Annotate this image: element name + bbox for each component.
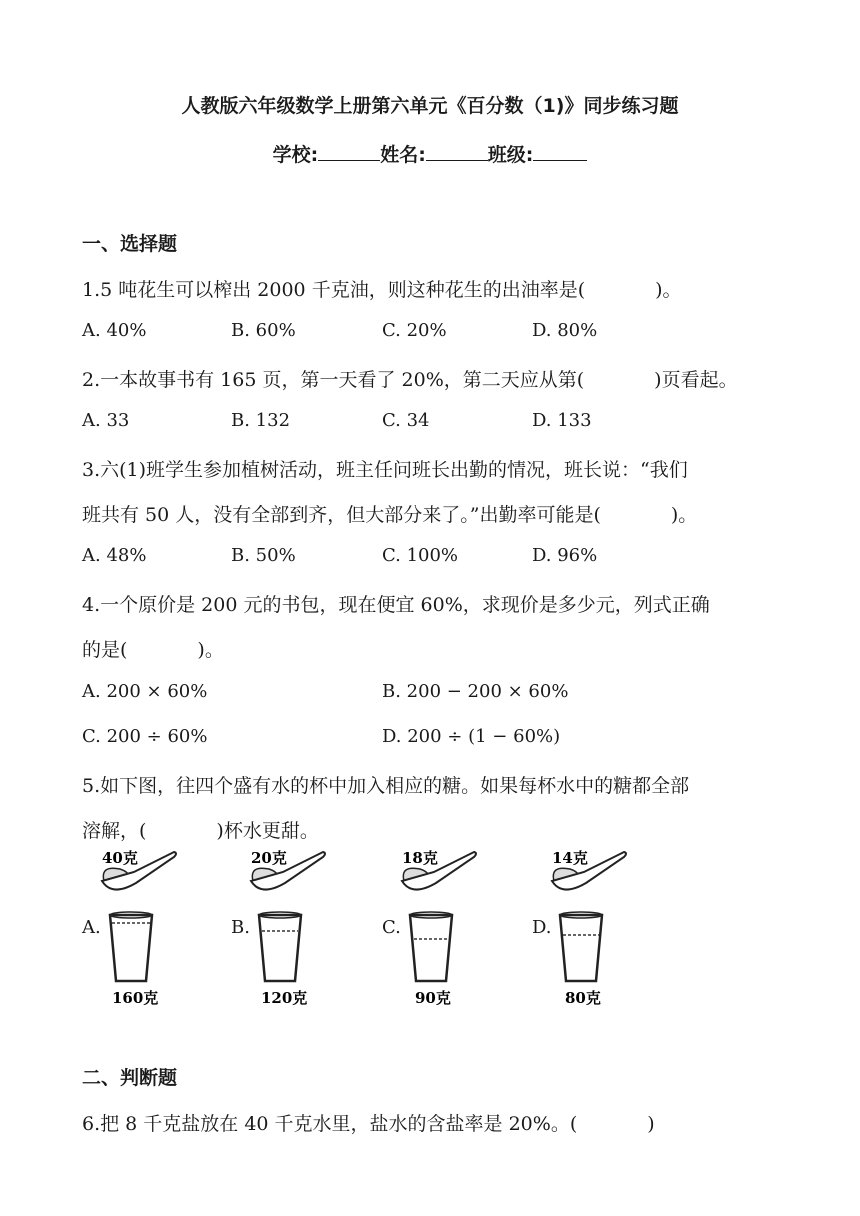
- section-heading-judge: 二、判断题: [82, 1067, 178, 1089]
- cup-option-b[interactable]: [231, 845, 381, 1010]
- question-6-text: 6.把 8 千克盐放在 40 千克水里，盐水的含盐率是 20%。(: [82, 1113, 578, 1135]
- cup-icon: [560, 915, 602, 981]
- water-amount-label: 90克: [415, 989, 451, 1007]
- question-3-line-2: [82, 500, 697, 527]
- cup-option-a[interactable]: [82, 845, 232, 1010]
- class-blank[interactable]: [533, 142, 587, 161]
- q2-option-b[interactable]: B. 132: [231, 410, 291, 431]
- school-blank[interactable]: [318, 142, 380, 161]
- water-amount-label: 160克: [112, 989, 159, 1007]
- class-label: 班级:: [487, 144, 534, 166]
- cup-icon: [410, 915, 452, 981]
- q4-option-a[interactable]: A. 200 × 60%: [82, 681, 208, 702]
- cup-option-d[interactable]: [532, 845, 682, 1010]
- q1-option-c[interactable]: C. 20%: [382, 320, 447, 341]
- q2-option-d[interactable]: D. 133: [532, 410, 592, 431]
- question-4-line-2: [82, 635, 224, 662]
- question-6: [82, 1109, 655, 1136]
- page-title: 人教版六年级数学上册第六单元《百分数（1)》同步练习题: [181, 95, 679, 117]
- sugar-amount-label: 14克: [552, 849, 588, 867]
- question-1-tail: )。: [655, 279, 682, 301]
- cup-a-drawing: [82, 845, 232, 1010]
- q4-option-d[interactable]: D. 200 ÷ (1 − 60%): [382, 726, 561, 747]
- question-1: [82, 275, 682, 302]
- sugar-amount-label: 18克: [402, 849, 438, 867]
- q2-option-c[interactable]: C. 34: [382, 410, 430, 431]
- cup-d-drawing: [532, 845, 682, 1010]
- section-heading-choice: 一、选择题: [82, 233, 178, 255]
- q2-option-a[interactable]: A. 33: [82, 410, 130, 431]
- name-label: 姓名:: [380, 144, 426, 166]
- q3-option-a[interactable]: A. 48%: [82, 545, 147, 566]
- q3-option-d[interactable]: D. 96%: [532, 545, 598, 566]
- q1-option-a[interactable]: A. 40%: [82, 320, 147, 341]
- question-3-line-1: 3.六(1)班学生参加植树活动，班主任问班长出勤的情况，班长说：“我们: [82, 459, 688, 481]
- question-2-tail: )页看起。: [654, 369, 738, 391]
- student-info-line: [0, 140, 860, 167]
- cup-letter: C.: [382, 917, 401, 938]
- question-6-tail: ): [647, 1113, 655, 1135]
- q4-option-c[interactable]: C. 200 ÷ 60%: [82, 726, 208, 747]
- question-5-text: 溶解，(: [82, 820, 147, 842]
- cup-option-c[interactable]: [382, 845, 532, 1010]
- cup-icon: [259, 915, 301, 981]
- cup-icon: [110, 915, 152, 981]
- sugar-amount-label: 40克: [102, 849, 138, 867]
- cup-c-drawing: [382, 845, 532, 1010]
- question-5-line-1: 5.如下图，往四个盛有水的杯中加入相应的糖。如果每杯水中的糖都全部: [82, 775, 690, 797]
- question-4-tail: )。: [197, 639, 224, 661]
- cup-letter: D.: [532, 917, 552, 938]
- question-4-line-1: 4.一个原价是 200 元的书包，现在便宜 60%，求现价是多少元，列式正确: [82, 594, 710, 616]
- water-amount-label: 120克: [261, 989, 308, 1007]
- school-label: 学校:: [272, 144, 319, 166]
- cup-b-drawing: [231, 845, 381, 1010]
- sugar-amount-label: 20克: [251, 849, 287, 867]
- question-4-text: 的是(: [82, 639, 128, 661]
- question-2-text: 2.一本故事书有 165 页，第一天看了 20%，第二天应从第(: [82, 369, 585, 391]
- cup-letter: A.: [82, 917, 101, 938]
- name-blank[interactable]: [426, 142, 488, 161]
- question-1-text: 1.5 吨花生可以榨出 2000 千克油，则这种花生的出油率是(: [82, 279, 586, 301]
- q4-option-b[interactable]: B. 200 − 200 × 60%: [382, 681, 569, 702]
- q1-option-b[interactable]: B. 60%: [231, 320, 296, 341]
- question-5-tail: )杯水更甜。: [216, 820, 319, 842]
- question-3-tail: )。: [670, 504, 698, 526]
- q3-option-c[interactable]: C. 100%: [382, 545, 459, 566]
- cup-letter: B.: [231, 917, 250, 938]
- question-5-line-2: [82, 816, 319, 843]
- question-2: [82, 365, 738, 392]
- question-3-text: 班共有 50 人，没有全部到齐，但大部分来了。”出勤率可能是(: [82, 504, 601, 526]
- q3-option-b[interactable]: B. 50%: [231, 545, 296, 566]
- q1-option-d[interactable]: D. 80%: [532, 320, 598, 341]
- water-amount-label: 80克: [565, 989, 601, 1007]
